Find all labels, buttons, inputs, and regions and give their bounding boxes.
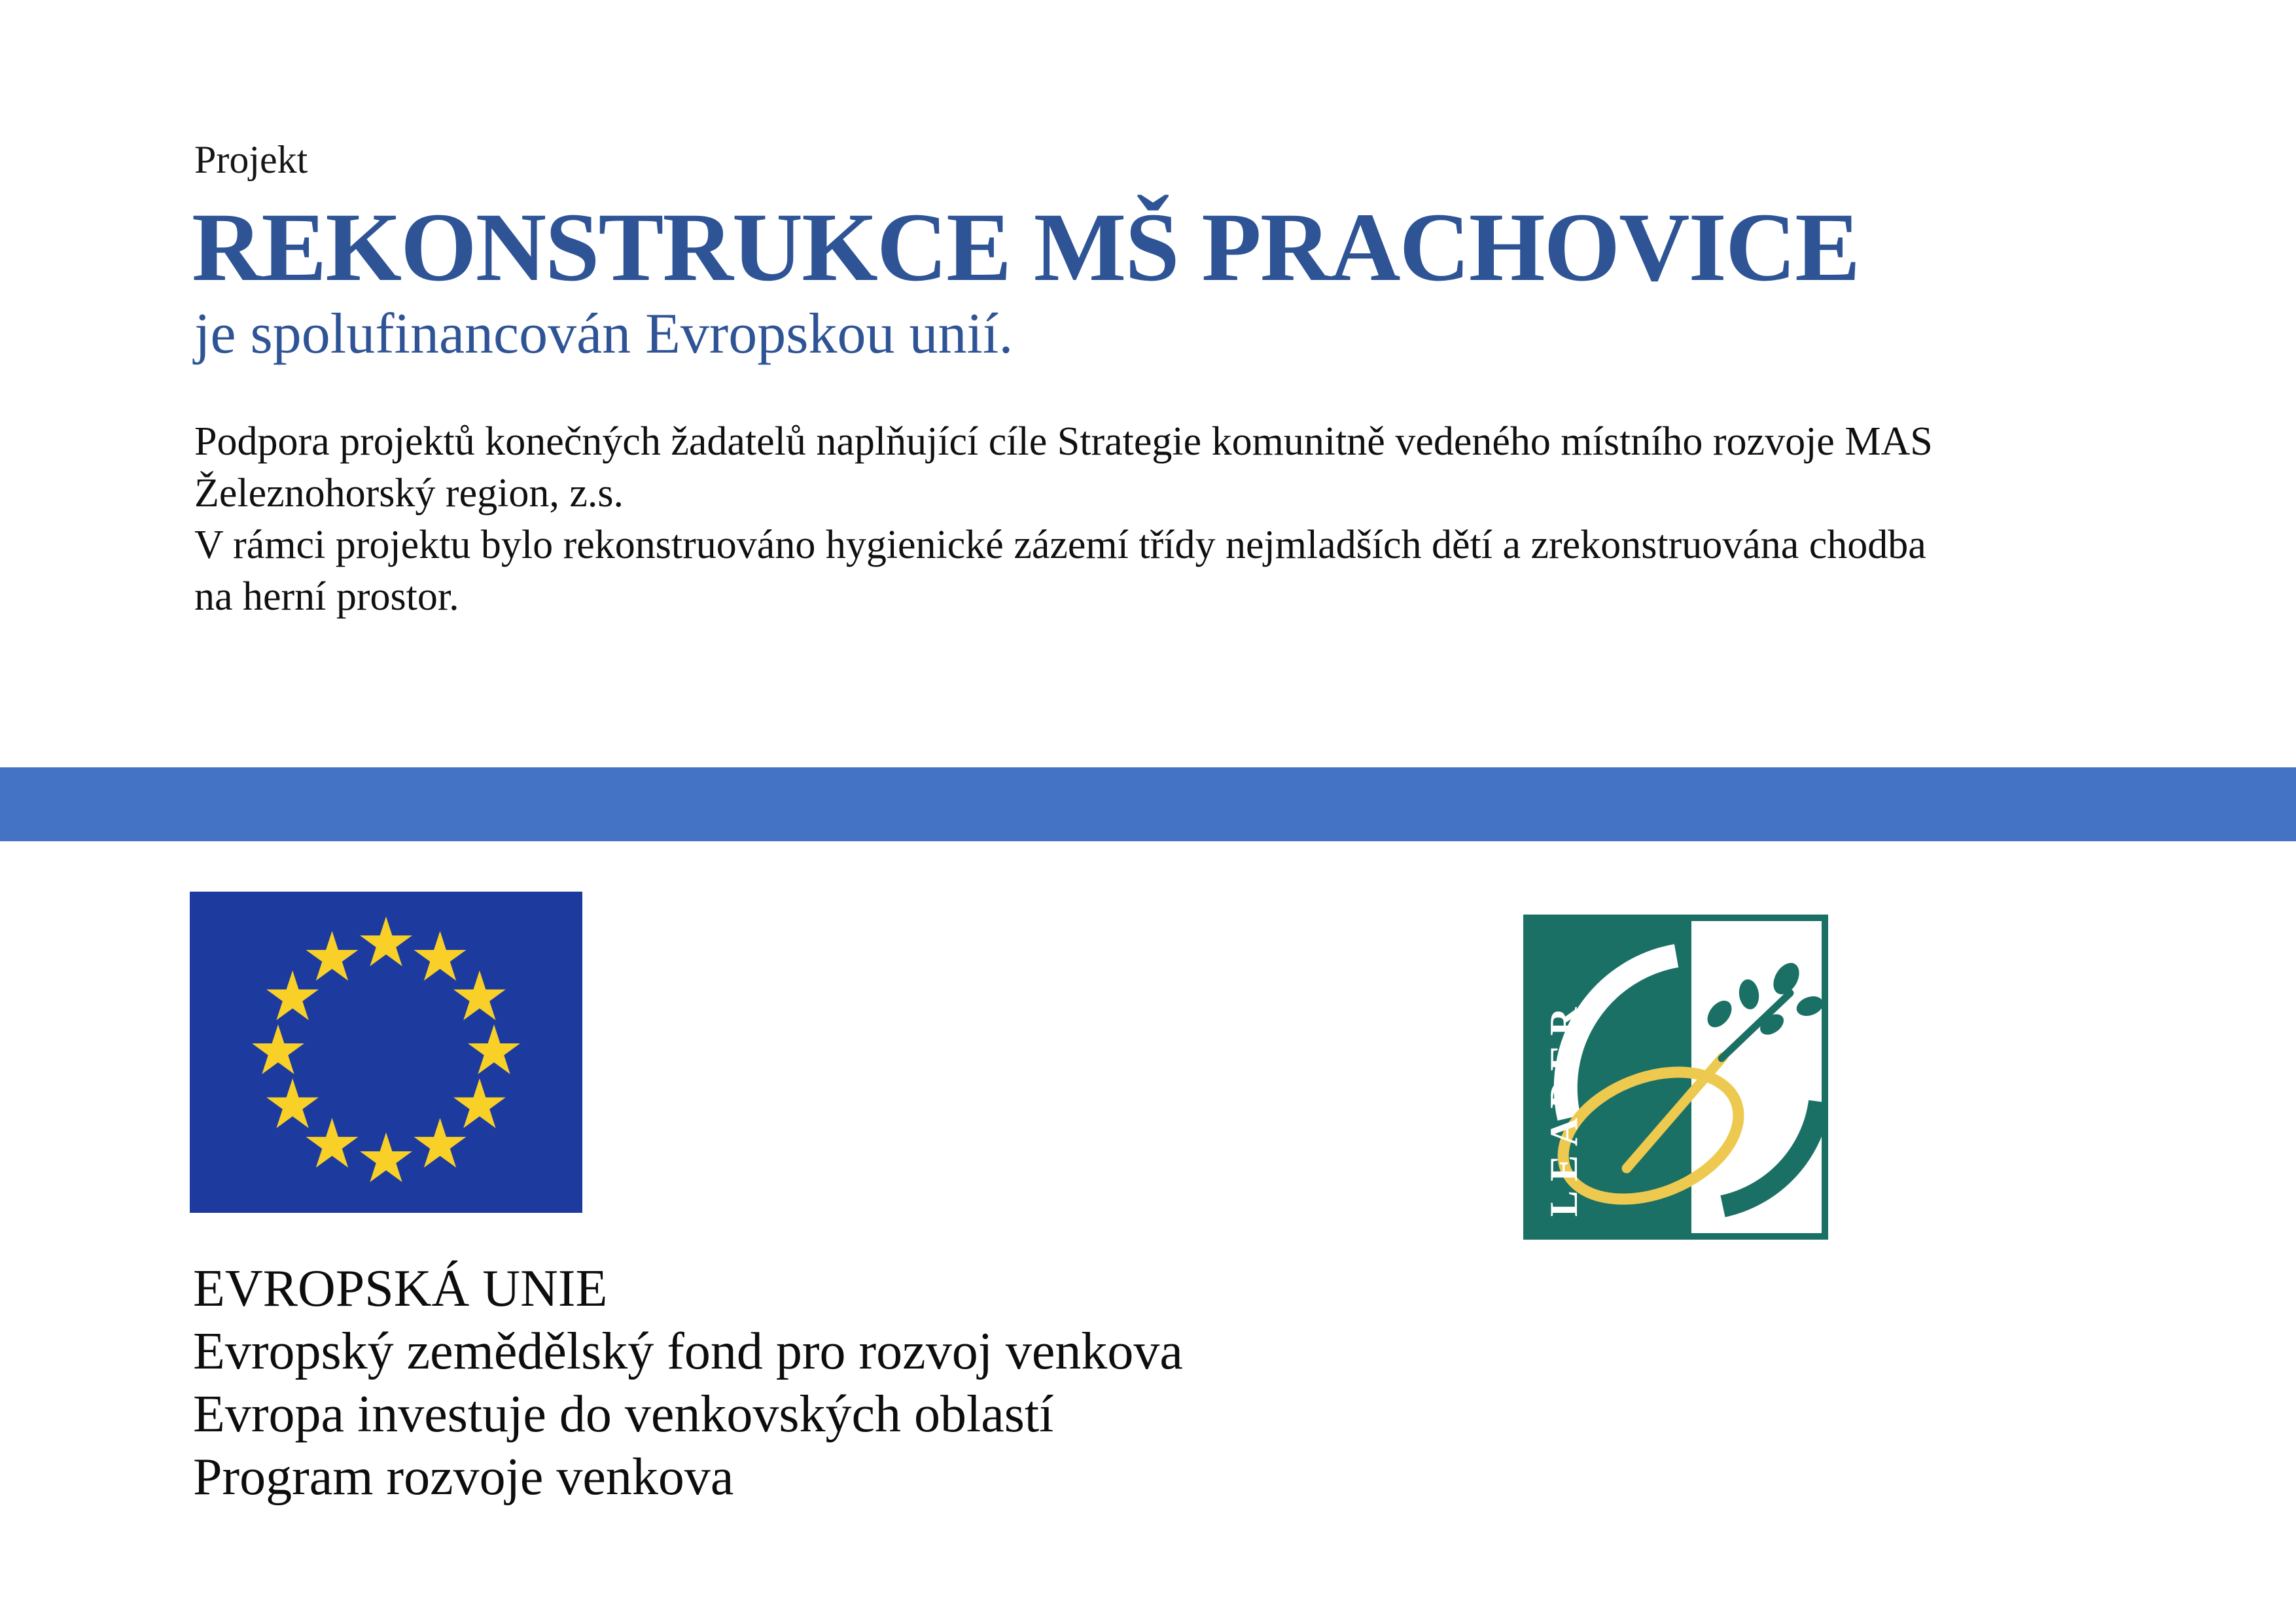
project-kicker: Projekt — [194, 138, 308, 181]
footer-line: Evropský zemědělský fond pro rozvoj venkova — [193, 1323, 1183, 1380]
footer-line: EVROPSKÁ UNIE — [193, 1260, 608, 1318]
project-title: REKONSTRUKCE MŠ PRACHOVICE — [192, 193, 1860, 302]
project-subtitle: je spolufinancován Evropskou unií. — [194, 302, 1014, 366]
leader-logo — [1523, 915, 1828, 1240]
project-description — [194, 416, 1933, 623]
description-line: Podpora projektů konečných žadatelů naplňující cíle Strategie komunitně vedeného místního rozvoje MAS — [194, 419, 1933, 464]
eu-funding-statement — [193, 1257, 1183, 1509]
footer-line: Program rozvoje venkova — [193, 1448, 734, 1506]
description-line: V rámci projektu bylo rekonstruováno hygienické zázemí třídy nejmladších dětí a zrekonstruována chodba — [194, 523, 1926, 567]
footer-line: Evropa investuje do venkovských oblastí — [193, 1386, 1054, 1443]
blue-divider-band — [0, 767, 2296, 841]
eu-flag-logo — [190, 892, 582, 1213]
description-line: na herní prostor. — [194, 574, 459, 619]
description-line: Železnohorský region, z.s. — [194, 471, 624, 515]
leader-wordmark: LEADER — [1542, 998, 1585, 1217]
